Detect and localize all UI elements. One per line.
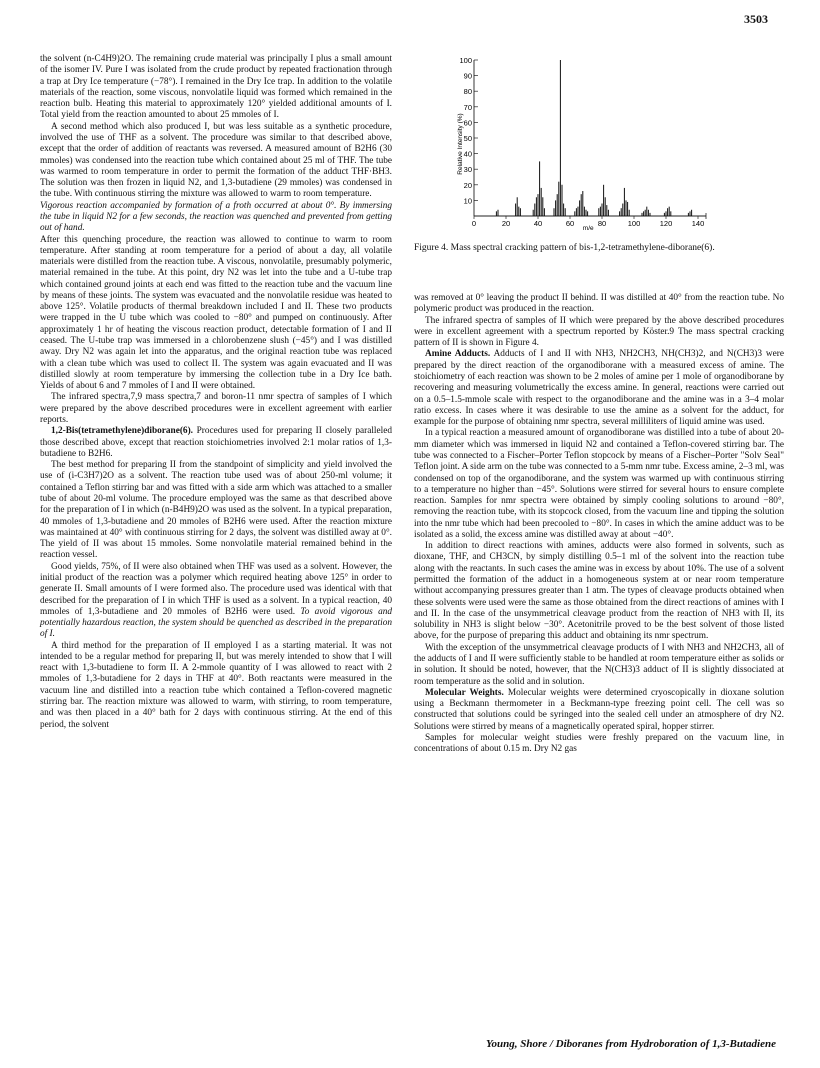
x-tick-label: 20 [501,219,511,228]
paragraph: The infrared spectra,7,9 mass spectra,7 and boron-11 nmr spectra of samples of I which were prepared by the above described procedures were in excellent agreement with earlier reports. [40,392,392,425]
section-text: Procedures used for preparing II closely paralleled those described above, except that reaction stoichiometries involved 2:1 molar ratios of 1,3-butadiene to B2H6. [40,426,392,459]
paragraph [40,562,392,641]
figure-caption: Figure 4. Mass spectral cracking pattern of bis-1,2-tetramethylene-diborane(6). [414,243,715,253]
paragraph: The best method for preparing II from the standpoint of simplicity and yield involved the use of (i-C3H7)2O as a solvent. The reaction tube used was of about 250-ml volume; it contained a Teflon stirring bar and was fitted with a side arm which was attached to a smaller tube of about 20-ml volume. The procedure employed was the same as that described above for the preparation of I in which (n-B4H9)2O was used as the solvent. In a typical preparation, 40 mmoles of 1,3-butadiene and 20 mmoles of B2H6 were used. After the reaction mixture was maintained at 40° with continuous stirring for 2 days, the solvent was distilled away at 0°. The yield of II was about 15 mmoles. Some nonvolatile material remained behind in the reaction vessel. [40,460,392,561]
paragraph: Samples for molecular weight studies were freshly prepared on the vacuum line, in concentrations of about 0.15 m. Dry N2 gas [414,732,784,755]
right-column [414,293,784,756]
running-footer: Young, Shore / Diboranes from Hydroboration of 1,3-Butadiene [485,1038,776,1050]
y-tick-label: 80 [463,87,472,97]
section-heading: 1,2-Bis(tetramethylene)diborane(6). [51,426,194,437]
x-axis-title: m/e [582,225,594,232]
left-column [40,54,392,731]
y-tick-label: 30 [463,165,472,175]
section-paragraph [414,688,784,733]
x-tick-label: 40 [533,219,543,228]
paragraph: With the exception of the unsymmetrical cleavage products of I with NH3 and NH2CH3, all of the adducts of I and II were sufficiently stable to be handled at room temperature either as solids or in solution. It should be noted, however, that the N(CH3)3 adduct of II is slightly dissociated at room temperature as the solid and in solution. [414,642,784,687]
x-tick-label: 120 [659,219,673,228]
section-text: Adducts of I and II with NH3, NH2CH3, NH(CH3)2, and N(CH3)3 were prepared by the direct reaction of the organodiborane with a measured excess of amine. The stoichiometry of each reaction was shown to be 2 moles of amine per 1 mole of organodiborane by recovering and measuring volumetrically the excess amine. In general, reactions were carried out on a 0.5–1.5-mmole scale with respect to the organodiborane and the amine was in a 3–4 molar ratio excess. In cases where it was desirable to use the amine as a solvent for the adduct, for example for the purpose of obtaining nmr spectra, several milliliters of liquid amine was used. [414,349,784,428]
section-paragraph [414,349,784,428]
y-tick-label: 90 [463,71,472,81]
y-tick-label: 70 [463,102,472,112]
italic-note: Vigorous reaction accompanied by formation of a froth occurred at about 0°. By immersing the tube in liquid N2 for a few seconds, the reaction was quenched and prevented from getting out of hand. [40,200,392,234]
mass-spectrum-chart [414,52,784,242]
figure-4 [414,52,784,292]
y-tick-label: 10 [463,196,472,206]
y-tick-label: 50 [463,134,472,143]
section-text: Molecular weights were determined cryoscopically in dioxane solution using a Beckmann thermometer in a Beckmann-type freezing point cell. The cell was so constructed that solutions could be syringed into the sealed cell under an atmosphere of dry N2. Solutions were stirred by means of a magnetically operated spiral, hopper stirrer. [414,687,784,732]
x-tick-label: 60 [565,219,575,228]
section-heading: Amine Adducts. [425,349,491,360]
italic-note: To avoid vigorous and potentially hazardous reaction, the system should be quenched as described in the preparation of I. [40,606,393,640]
paragraph: A third method for the preparation of II employed I as a starting material. It was not intended to be a regular method for preparing II, but was merely intended to show that I will react with 1,3-butadiene to form II. A 2-mmole quantity of I was allowed to react with 2 mmoles of 1,3-butadiene for 2 days in THF at 40°. Both reactants were measured in the vacuum line and distilled into a reaction tube which contained a Teflon-covered magnetic stirring bar. The reaction mixture was allowed to warm, with stirring, to room temperature, and was then placed in a 40° bath for 2 days with continuous stirring. At the end of this period, the solvent [40,640,392,730]
paragraph: In addition to direct reactions with amines, adducts were also formed in solvents, such as dioxane, THF, and CH3CN, by simply distilling 0.5–1 ml of the solvent into the reaction tube along with the reactants. In such cases the amine was in excess by about 10%. The use of a solvent permitted the formation of the adduct in a homogeneous system at or near room temperature without accompanying pressures greater than 1 atm. The types of cleavage products obtained when these solvents were used were the same as those obtained from the direct reactions of amines with I and II. In the case of the unsymmetrical cleavage product from the reaction of NH3 with II, its solubility in NH3 is slight below −30°. Acetonitrile proved to be the best solvent of those listed above, for the purpose of preparing this adduct and obtaining its nmr spectrum. [414,541,784,642]
paragraph: In a typical reaction a measured amount of organodiborane was distilled into a tube of about 20-mm diameter which was immersed in liquid N2 and contained a Teflon-covered stirring bar. The tube was connected to a Fischer–Porter Teflon stopcock by means of a Fischer–Porter "Solv Seal" Teflon joint. A side arm on the tube was connected to a 5-mm nmr tube. Excess amine, 2–3 ml, was condensed on top of the organodiborane, and the system was warmed up with continuous stirring to a temperature no higher than −45°. Solutions were stirred for several hours to ensure complete reaction. Samples for nmr spectra were obtained by simply cooling solutions to around −80°, removing the reaction tube, with its stopcock closed, from the vacuum line and tipping the solution into the nmr tube which had been precooled to −80°. In cases in which the amine adduct was to be isolated as a solid, the excess amine was distilled away at about −40°. [414,428,784,540]
paragraph-text: Good yields, 75%, of II were also obtained when THF was used as a solvent. However, the initial product of the reaction was a polymer which required heating above 125° in order to generate II. Small amounts of I were formed also. The procedure used was identical with that described for the preparation of I in which THF is used as a solvent. In a typical reaction, 40 mmoles of 1,3-butadiene and 20 mmoles of B2H6 were used. [40,561,392,617]
y-tick-label: 60 [463,118,472,128]
paragraph: was removed at 0° leaving the product II behind. II was distilled at 40° from the reaction tube. No polymeric product was produced in the reaction. [414,293,784,315]
section-paragraph [40,426,392,460]
paragraph: After this quenching procedure, the reaction was allowed to continue to warm to room temperature. After standing at room temperature for a period of about a day, all volatile materials were distilled from the reaction tube. A viscous, nonvolatile, presumably polymeric, material remained in the tube. At this point, dry N2 was let into the tube and a U-tube trap which contained ground joints at each end was fitted to the reaction tube and the vacuum line by means of these joints. The system was evacuated and the nonvolatile residue was heated to above 125°. Volatile products of thermal breakdown included I and II. These two products were trapped in the U tube which was cooled to −80° and pumped on continuously. After approximately 1 hr of heating the viscous reaction product, detectable formation of I and II ceased. The U-tube trap was immersed in a chlorobenzene slush (−45°) and I was distilled away. Dry N2 was again let into the apparatus, and the original reaction tube was replaced with a clean tube which was used to collect II. The system was again evacuated and II was distilled slowly at room temperature by immersing the collection tube in a Dry Ice bath. Yields of about 6 and 7 mmoles of I and II were obtained. [40,234,392,392]
x-tick-label: 100 [627,219,641,228]
y-tick-label: 20 [463,180,472,190]
x-tick-label: 0 [471,219,477,228]
x-tick-label: 80 [597,219,607,228]
y-tick-label: 40 [463,149,472,159]
paragraph: A second method which also produced I, but was less suitable as a synthetic procedure, involved the use of THF as a solvent. The procedure was similar to that described above, except that the order of addition of reactants was reversed. A measured amount of B2H6 (30 mmoles) was condensed into the reaction tube which contained about 25 ml of THF. The tube was warmed to room temperature in order to permit the formation of the adduct THF·BH3. The solution was then frozen in liquid N2, and 1,3-butadiene (29 mmoles) was condensed in the tube. With continuous stirring the mixture was allowed to warm to room temperature. [40,121,392,200]
y-tick-label: 100 [459,56,472,65]
paragraph: the solvent (n-C4H9)2O. The remaining crude material was principally I plus a small amount of the isomer IV. Pure I was isolated from the crude product by repeated fractionation through a trap at Dry Ice temperature (−78°). I remained in the Dry Ice trap. In addition to the volatile materials of the reaction, some viscous, nonvolatile liquid was formed which remained in the reaction bulb. Heating this material to approximately 120° yielded additional amounts of I. Total yield from the reaction amounted to about 25 mmoles of I. [40,54,392,121]
paragraph: The infrared spectra of samples of II which were prepared by the above described procedures were in excellent agreement with a spectrum reported by Köster.9 The mass spectral cracking pattern of II is shown in Figure 4. [414,315,784,349]
x-tick-label: 140 [691,219,705,228]
y-axis-title: Relative Intensity (%) [457,113,464,175]
page-number: 3503 [744,12,768,26]
section-heading: Molecular Weights. [425,687,504,698]
